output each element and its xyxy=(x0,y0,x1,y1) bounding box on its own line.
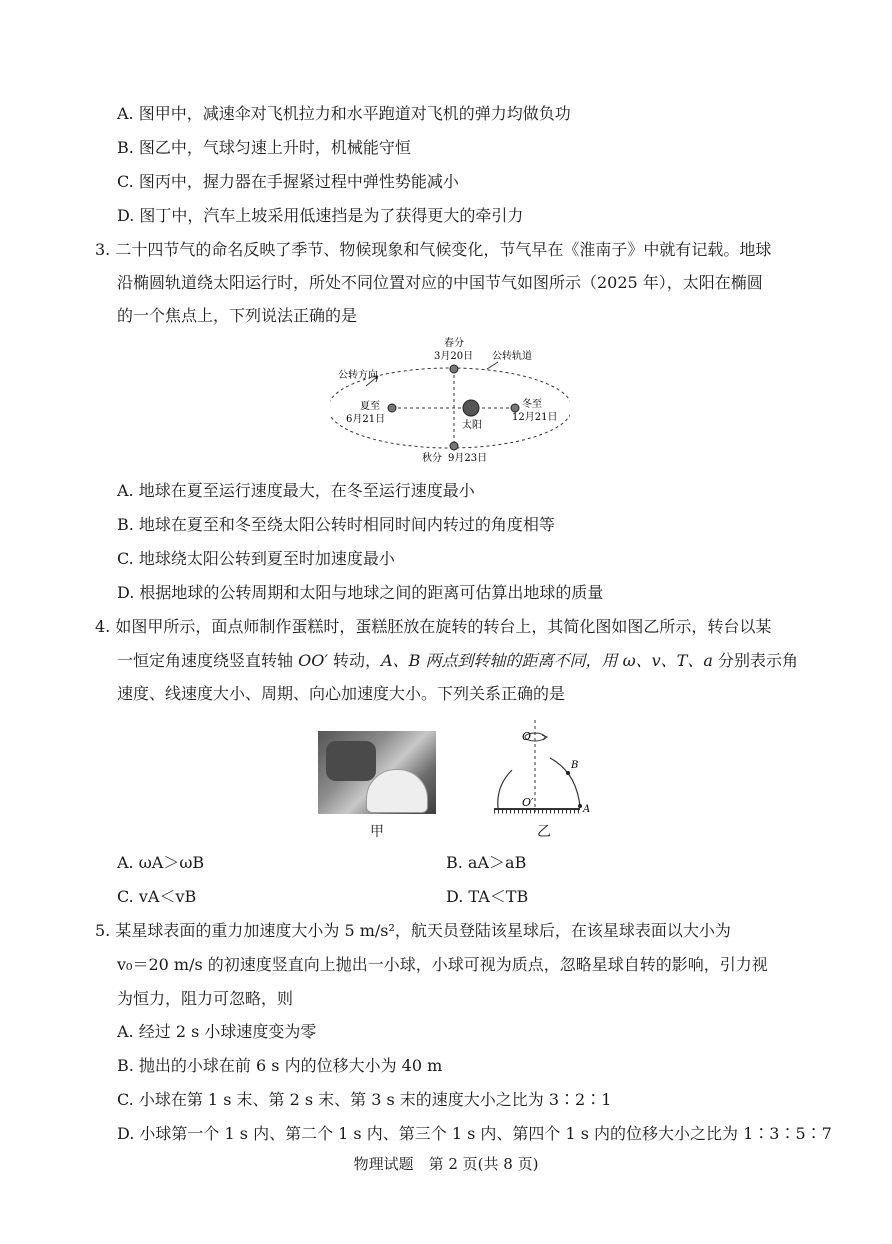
q4-option-d: D. TA＜TB xyxy=(446,887,529,906)
turntable-diagram xyxy=(488,720,598,820)
label-o-prime: O′ xyxy=(522,796,534,809)
orbit-leader-line xyxy=(487,362,498,369)
earth-summer xyxy=(388,404,396,412)
q4-stem-line3: 速度、线速度大小、周期、向心加速度大小。下列关系正确的是 xyxy=(117,684,566,703)
q5-option-a: A. 经过 2 s 小球速度变为零 xyxy=(117,1022,317,1041)
label-o: O xyxy=(522,730,532,743)
q4-option-c: C. vA＜vB xyxy=(117,887,197,906)
hand-shape xyxy=(326,741,376,781)
sun-marker xyxy=(463,400,479,416)
label-b: B xyxy=(571,760,579,771)
label-summer-date: 6月21日 xyxy=(346,414,386,425)
caption-yi: 乙 xyxy=(537,824,551,840)
q5-option-c: C. 小球在第 1 s 末、第 2 s 末、第 3 s 末的速度大小之比为 3∶2∶1 xyxy=(117,1090,612,1109)
label-summer: 夏至 xyxy=(360,401,380,412)
caption-jia: 甲 xyxy=(370,824,384,840)
label-spring: 春分 xyxy=(444,338,464,349)
page-footer: 物理试题 第 2 页(共 8 页) xyxy=(353,1155,539,1173)
q3-option-a: A. 地球在夏至运行速度最大，在冬至运行速度最小 xyxy=(117,481,475,500)
q3-option-b: B. 地球在夏至和冬至绕太阳公转时相同时间内转过的角度相等 xyxy=(117,515,555,534)
q3-stem-line3: 的一个焦点上，下列说法正确的是 xyxy=(117,306,358,325)
label-a: A xyxy=(583,804,591,815)
label-autumn: 秋分 xyxy=(422,453,442,464)
q2-option-a: A. 图甲中，减速伞对飞机拉力和水平跑道对飞机的弹力均做负功 xyxy=(117,104,571,123)
q5-stem-line2: v₀＝20 m/s 的初速度竖直向上抛出一小球，小球可视为质点，忽略星球自转的影响，引力视 xyxy=(117,955,768,974)
q3-stem-line2: 沿椭圆轨道绕太阳运行时，所处不同位置对应的中国节气如图所示（2025 年），太阳在椭圆 xyxy=(117,273,763,292)
q2-option-c: C. 图丙中，握力器在手握紧过程中弹性势能减小 xyxy=(117,172,459,191)
label-winter: 冬至 xyxy=(522,399,542,410)
label-autumn-date: 9月23日 xyxy=(448,453,488,464)
label-sun: 太阳 xyxy=(462,420,482,431)
q2-option-d: D. 图丁中，汽车上坡采用低速挡是为了获得更大的牵引力 xyxy=(117,206,524,225)
q4-stem-line2: 一恒定角速度绕竖直转轴 OO′ 转动，A、B 两点到转轴的距离不同，用 ω、v、T、a 分别表示角 xyxy=(117,651,798,670)
earth-autumn xyxy=(450,442,458,450)
label-winter-date: 12月21日 xyxy=(512,412,558,423)
q4-stem-line1: 4. 如图甲所示，面点师制作蛋糕时，蛋糕胚放在旋转的转台上，其简化图如图乙所示，转台以某 xyxy=(95,617,772,636)
q5-stem-line3: 为恒力，阻力可忽略，则 xyxy=(117,989,294,1008)
label-direction: 公转方向 xyxy=(338,370,378,381)
q3-option-d: D. 根据地球的公转周期和太阳与地球之间的距离可估算出地球的质量 xyxy=(117,583,604,602)
cake-shape xyxy=(366,769,428,813)
label-spring-date: 3月20日 xyxy=(434,351,474,362)
earth-winter xyxy=(511,404,519,412)
q5-stem-line1: 5. 某星球表面的重力加速度大小为 5 m/s²，航天员登陆该星球后，在该星球表面以大小为 xyxy=(95,921,731,940)
cake-left-edge xyxy=(498,770,512,808)
q5-option-b: B. 抛出的小球在前 6 s 内的位移大小为 40 m xyxy=(117,1056,443,1075)
q3-option-c: C. 地球绕太阳公转到夏至时加速度最小 xyxy=(117,549,395,568)
point-b xyxy=(566,771,570,775)
q2-option-b: B. 图乙中，气球匀速上升时，机械能守恒 xyxy=(117,138,411,157)
q5-option-d: D. 小球第一个 1 s 内、第二个 1 s 内、第三个 1 s 内、第四个 1 s 内的位移大小之比为 1∶3∶5∶7 xyxy=(117,1124,832,1143)
point-a xyxy=(578,804,582,808)
earth-spring xyxy=(450,365,458,373)
cake-photo xyxy=(318,731,436,814)
q4-option-a: A. ωA＞ωB xyxy=(117,853,205,872)
q3-stem-line1: 3. 二十四节气的命名反映了季节、物候现象和气候变化，节气早在《淮南子》中就有记载。地球 xyxy=(95,240,772,259)
label-orbit: 公转轨道 xyxy=(492,351,532,362)
q4-option-b: B. aA＞aB xyxy=(446,853,527,872)
orbit-diagram xyxy=(330,336,570,470)
